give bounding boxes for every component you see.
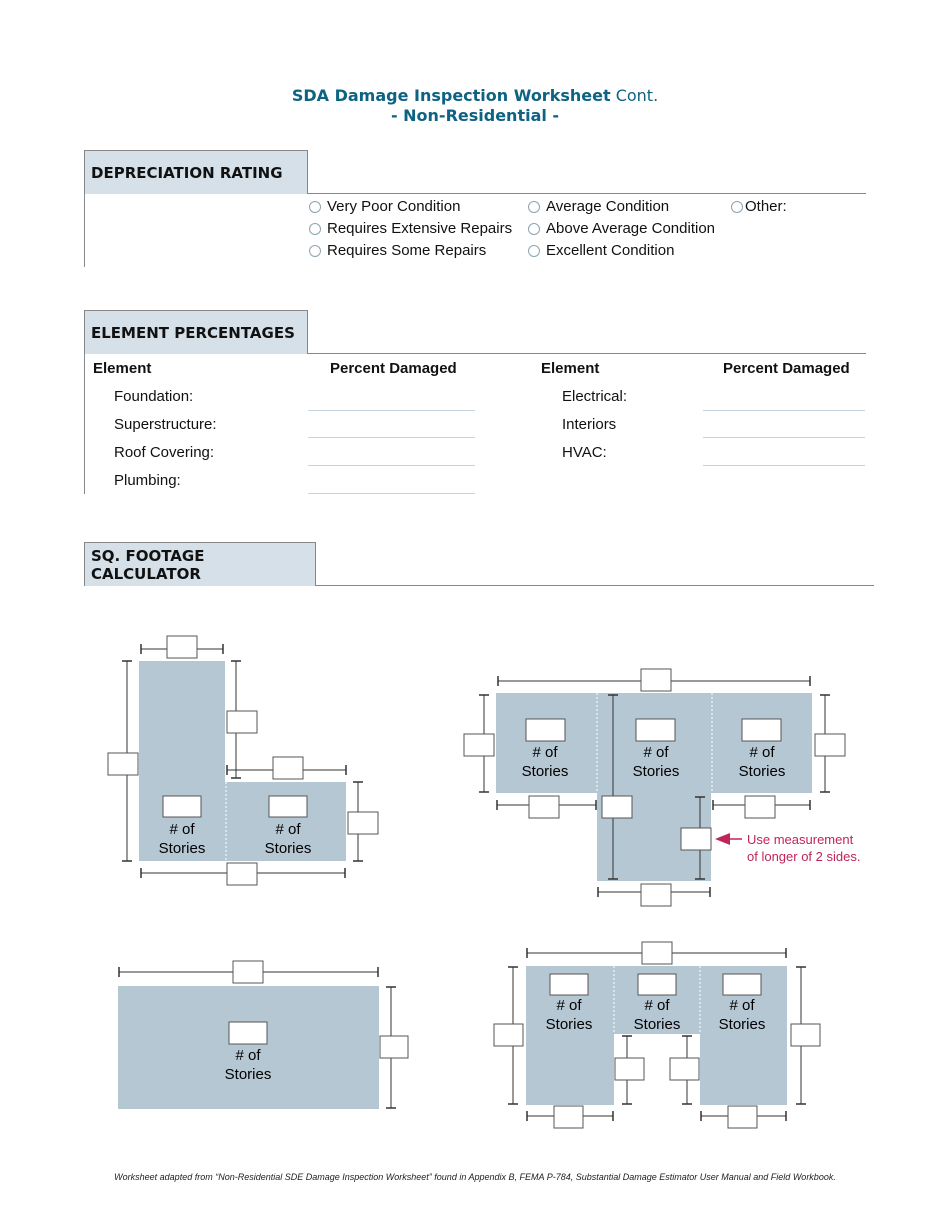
- measure-box[interactable]: [494, 1024, 523, 1046]
- diagram-l-shape: [108, 636, 378, 885]
- element-label-roof-covering: Roof Covering:: [114, 444, 215, 461]
- stories-label: Stories: [521, 763, 569, 780]
- radio-excellent[interactable]: Excellent Condition: [528, 242, 674, 259]
- radio-some-repairs[interactable]: Requires Some Repairs: [309, 242, 486, 259]
- measure-box[interactable]: [554, 1106, 583, 1128]
- stories-label: # of: [235, 1047, 261, 1064]
- stories-box[interactable]: [742, 719, 781, 741]
- element-label-hvac: HVAC:: [562, 444, 607, 461]
- measure-box[interactable]: [233, 961, 263, 983]
- stories-label: # of: [275, 821, 301, 838]
- element-label-electrical: Electrical:: [562, 388, 628, 405]
- stories-label: # of: [556, 997, 582, 1014]
- stories-label: # of: [643, 744, 669, 761]
- measurement-note: of longer of 2 sides.: [747, 849, 861, 864]
- measure-box[interactable]: [108, 753, 138, 775]
- stories-label: Stories: [738, 763, 786, 780]
- col-percent-left: Percent Damaged: [330, 360, 457, 377]
- element-label-plumbing: Plumbing:: [114, 472, 181, 489]
- measure-box[interactable]: [167, 636, 197, 658]
- stories-label: Stories: [224, 1066, 272, 1083]
- radio-average[interactable]: Average Condition: [528, 198, 669, 215]
- title-cont: Cont.: [615, 86, 659, 105]
- measure-box[interactable]: [529, 796, 559, 818]
- stories-label: # of: [729, 997, 755, 1014]
- diagram-u-shape: [494, 942, 820, 1128]
- measure-box[interactable]: [642, 942, 672, 964]
- measure-box[interactable]: [641, 669, 671, 691]
- stories-box[interactable]: [636, 719, 675, 741]
- stories-label: Stories: [264, 840, 312, 857]
- footnote: Worksheet adapted from “Non-Residential SDE Damage Inspection Worksheet” found in Appendix B, FEMA P-784, Substantial Damage Estimator User Manual and Field Workbook.: [114, 1172, 836, 1182]
- measure-box[interactable]: [728, 1106, 757, 1128]
- elements-heading: ELEMENT PERCENTAGES: [91, 323, 295, 342]
- diagram-t-shape: [464, 669, 860, 906]
- stories-label: Stories: [545, 1016, 593, 1033]
- radio-other[interactable]: Other:: [731, 198, 787, 215]
- measurement-note: Use measurement: [747, 832, 854, 847]
- stories-label: Stories: [158, 840, 206, 857]
- measure-box[interactable]: [681, 828, 711, 850]
- stories-box[interactable]: [229, 1022, 267, 1044]
- measure-box[interactable]: [348, 812, 378, 834]
- stories-label: Stories: [633, 1016, 681, 1033]
- stories-label: # of: [169, 821, 195, 838]
- measure-box[interactable]: [641, 884, 671, 906]
- stories-box[interactable]: [550, 974, 588, 995]
- measure-box[interactable]: [815, 734, 845, 756]
- radio-very-poor[interactable]: Very Poor Condition: [309, 198, 460, 215]
- measure-box[interactable]: [670, 1058, 699, 1080]
- element-label-superstructure: Superstructure:: [114, 416, 217, 433]
- radio-extensive-repairs[interactable]: Requires Extensive Repairs: [309, 220, 512, 237]
- stories-box[interactable]: [638, 974, 676, 995]
- title-bold: SDA Damage Inspection Worksheet: [291, 86, 611, 105]
- stories-label: # of: [749, 744, 775, 761]
- element-label-foundation: Foundation:: [114, 388, 194, 405]
- measure-box[interactable]: [380, 1036, 408, 1058]
- radio-above-average[interactable]: Above Average Condition: [528, 220, 715, 237]
- measure-box[interactable]: [273, 757, 303, 779]
- stories-label: # of: [532, 744, 558, 761]
- stories-label: Stories: [632, 763, 680, 780]
- measure-box[interactable]: [745, 796, 775, 818]
- measure-box[interactable]: [464, 734, 494, 756]
- measure-box[interactable]: [227, 711, 257, 733]
- measure-box[interactable]: [227, 863, 257, 885]
- sqft-heading: SQ. FOOTAGE CALCULATOR: [91, 546, 205, 583]
- measure-box[interactable]: [791, 1024, 820, 1046]
- stories-box[interactable]: [526, 719, 565, 741]
- depreciation-heading: DEPRECIATION RATING: [91, 163, 283, 182]
- measure-box[interactable]: [615, 1058, 644, 1080]
- col-percent-right: Percent Damaged: [723, 360, 850, 377]
- stories-box[interactable]: [269, 796, 307, 817]
- stories-box[interactable]: [723, 974, 761, 995]
- col-element-left: Element: [93, 360, 152, 377]
- element-label-interiors: Interiors: [562, 416, 617, 433]
- diagram-rectangle: [118, 961, 408, 1109]
- measure-box[interactable]: [602, 796, 632, 818]
- page-subtitle: - Non-Residential -: [390, 106, 560, 125]
- stories-box[interactable]: [163, 796, 201, 817]
- stories-label: Stories: [718, 1016, 766, 1033]
- stories-label: # of: [644, 997, 670, 1014]
- col-element-right: Element: [541, 360, 600, 377]
